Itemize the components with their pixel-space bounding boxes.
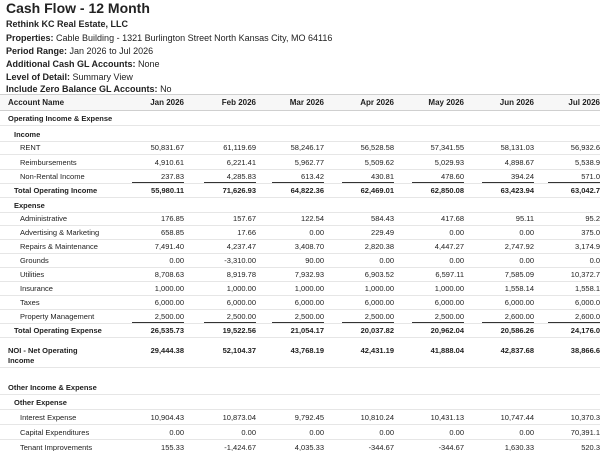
account-name: Taxes <box>20 298 40 307</box>
month-value: 2,600.00 <box>504 312 534 321</box>
month-value: 70,391.1 <box>570 428 600 437</box>
month-value: 520.3 <box>581 443 600 451</box>
month-value: 5,538.9 <box>574 158 600 167</box>
month-value: 4,035.33 <box>294 443 324 451</box>
month-value: 50,831.67 <box>150 143 184 152</box>
account-name: Non-Rental Income <box>20 172 85 181</box>
month-header[interactable]: Apr 2026 <box>360 98 394 107</box>
month-value: 71,626.93 <box>222 186 256 195</box>
month-value: 4,447.27 <box>434 242 464 251</box>
month-value: 6,000.00 <box>294 298 324 307</box>
month-value: 2,500.00 <box>294 312 324 321</box>
month-value: 0.0 <box>589 256 600 265</box>
month-value: 21,054.17 <box>290 326 324 335</box>
month-value: 2,500.00 <box>226 312 256 321</box>
table-row <box>0 140 600 154</box>
month-value: 20,037.82 <box>360 326 394 335</box>
account-name: NOI - Net Operating Income <box>8 346 78 365</box>
month-value: 3,174.9 <box>574 242 600 251</box>
table-row <box>0 225 600 239</box>
table-row <box>0 267 600 281</box>
section-header-row <box>0 127 600 141</box>
account-name: Capital Expenditures <box>20 428 90 437</box>
month-value: 0.00 <box>449 228 464 237</box>
account-name: Other Income & Expense <box>8 383 97 392</box>
month-value: 613.42 <box>301 172 324 181</box>
month-value: 6,597.11 <box>435 270 464 279</box>
month-value: 24,176.0 <box>570 326 600 335</box>
month-value: 658.85 <box>161 228 184 237</box>
account-name: Repairs & Maintenance <box>20 242 98 251</box>
month-value: 478.60 <box>441 172 464 181</box>
month-value: 1,000.00 <box>226 284 256 293</box>
zero-balance-line <box>6 84 172 94</box>
period-value: Jan 2026 to Jul 2026 <box>69 46 154 56</box>
table-row <box>0 253 600 267</box>
month-value: 6,000.00 <box>504 298 534 307</box>
month-value: 10,431.13 <box>430 413 464 422</box>
table-row <box>0 440 600 451</box>
month-value: 430.81 <box>371 172 394 181</box>
month-value: 7,932.93 <box>294 270 324 279</box>
month-value: 1,000.00 <box>294 284 324 293</box>
month-value: 95.2 <box>585 214 600 223</box>
month-value: 6,221.41 <box>226 158 256 167</box>
month-value: 9,792.45 <box>294 413 324 422</box>
account-name: Tenant Improvements <box>20 443 93 451</box>
month-value: 63,423.94 <box>500 186 534 195</box>
month-value: 42,431.19 <box>360 346 394 355</box>
month-value: 394.24 <box>511 172 534 181</box>
account-name: RENT <box>20 143 41 152</box>
account-name: Grounds <box>20 256 49 265</box>
month-value: 19,522.56 <box>222 326 256 335</box>
month-value: 5,029.93 <box>434 158 464 167</box>
month-value: 0.00 <box>309 428 324 437</box>
account-name: Insurance <box>20 284 53 293</box>
month-value: 90.00 <box>305 256 324 265</box>
month-value: 64,822.36 <box>290 186 324 195</box>
month-value: 10,873.04 <box>222 413 256 422</box>
month-value: 58,131.03 <box>500 143 534 152</box>
month-value: 56,528.58 <box>360 143 394 152</box>
month-value: 2,500.00 <box>364 312 394 321</box>
month-value: -344.67 <box>368 443 394 451</box>
company-name: Rethink KC Real Estate, LLC <box>6 19 129 29</box>
gl-line <box>6 59 160 69</box>
month-header[interactable]: May 2026 <box>428 98 464 107</box>
account-name: Other Expense <box>14 398 67 407</box>
month-value: 10,810.24 <box>360 413 394 422</box>
month-value: 52,104.37 <box>222 346 256 355</box>
month-value: 62,850.08 <box>430 186 464 195</box>
account-name: Property Management <box>20 312 95 321</box>
month-value: 3,408.70 <box>294 242 324 251</box>
month-value: 41,888.04 <box>430 346 464 355</box>
detail-value: Summary View <box>72 72 133 82</box>
table-row <box>0 183 600 197</box>
month-value: 10,372.7 <box>570 270 600 279</box>
month-value: 157.67 <box>233 214 256 223</box>
row-divider <box>0 367 600 368</box>
month-value: 5,962.77 <box>294 158 324 167</box>
month-value: -1,424.67 <box>224 443 256 451</box>
month-value: 6,000.00 <box>434 298 464 307</box>
table-row <box>0 309 600 323</box>
table-row <box>0 281 600 295</box>
month-value: 584.43 <box>371 214 394 223</box>
month-value: 61,119.69 <box>223 143 256 152</box>
table-row <box>0 155 600 169</box>
table-row <box>0 323 600 337</box>
month-value: 55,980.11 <box>151 186 184 195</box>
cash-flow-table <box>0 94 600 451</box>
month-header[interactable]: Mar 2026 <box>289 98 324 107</box>
account-name: Total Operating Expense <box>14 326 102 335</box>
table-row <box>0 239 600 253</box>
properties-line <box>6 33 332 43</box>
section-header-row <box>0 395 600 409</box>
month-value: 1,630.33 <box>504 443 534 451</box>
account-name: Reimbursements <box>20 158 77 167</box>
month-value: 43,768.19 <box>290 346 324 355</box>
month-value: 58,246.17 <box>290 143 324 152</box>
row-divider <box>0 337 600 338</box>
month-value: 57,341.55 <box>430 143 464 152</box>
month-value: 20,962.04 <box>430 326 464 335</box>
zero-balance-label: Include Zero Balance GL Accounts: <box>6 84 158 94</box>
month-value: 8,708.63 <box>154 270 184 279</box>
month-header[interactable]: Feb 2026 <box>221 98 256 107</box>
month-value: 0.00 <box>449 256 464 265</box>
month-value: 155.33 <box>161 443 184 451</box>
account-name: Operating Income & Expense <box>8 114 113 123</box>
properties-value: Cable Building - 1321 Burlington Street North Kansas City, MO 64116 <box>56 33 333 43</box>
account-name: Income <box>14 130 41 139</box>
month-value: 17.66 <box>237 228 256 237</box>
account-name-header[interactable]: Account Name <box>8 98 65 107</box>
table-row <box>0 410 600 424</box>
account-name: Total Operating Income <box>14 186 98 195</box>
month-value: 2,820.38 <box>364 242 394 251</box>
month-value: 571.0 <box>581 172 600 181</box>
month-value: -344.67 <box>438 443 464 451</box>
month-value: 29,444.38 <box>150 346 184 355</box>
month-value: 6,903.52 <box>364 270 394 279</box>
month-value: 0.00 <box>169 256 184 265</box>
month-value: 4,285.83 <box>226 172 256 181</box>
month-value: 6,000.00 <box>364 298 394 307</box>
month-value: 1,558.14 <box>504 284 534 293</box>
month-header[interactable]: Jan 2026 <box>150 98 184 107</box>
month-value: 375.0 <box>581 228 600 237</box>
month-value: 2,500.00 <box>154 312 184 321</box>
month-value: 0.00 <box>519 428 534 437</box>
report-title: Cash Flow - 12 Month <box>6 0 150 16</box>
month-value: 4,237.47 <box>226 242 256 251</box>
month-value: 1,000.00 <box>154 284 184 293</box>
month-value: 95.11 <box>515 214 534 223</box>
month-value: 0.00 <box>519 256 534 265</box>
month-value: 5,509.62 <box>364 158 394 167</box>
month-value: 0.00 <box>309 228 324 237</box>
detail-label: Level of Detail: <box>6 72 71 82</box>
month-value: 4,910.61 <box>154 158 184 167</box>
month-value: 20,586.26 <box>500 326 534 335</box>
gl-value: None <box>138 59 160 69</box>
table-row <box>0 211 600 225</box>
month-value: 26,535.73 <box>150 326 184 335</box>
table-row <box>0 295 600 309</box>
properties-label: Properties: <box>6 33 54 43</box>
table-row <box>0 343 600 367</box>
month-value: 10,904.43 <box>150 413 184 422</box>
month-value: -3,310.00 <box>224 256 256 265</box>
zero-balance-value: No <box>160 84 172 94</box>
month-value: 2,500.00 <box>434 312 464 321</box>
month-header[interactable]: Jun 2026 <box>499 98 534 107</box>
section-header-row <box>0 198 600 212</box>
period-line <box>6 46 153 56</box>
month-value: 176.85 <box>161 214 184 223</box>
month-value: 2,600.0 <box>574 312 600 321</box>
account-name: Utilities <box>20 270 45 279</box>
month-value: 63,042.7 <box>570 186 600 195</box>
month-value: 7,585.09 <box>504 270 534 279</box>
month-value: 7,491.40 <box>154 242 184 251</box>
month-value: 122.54 <box>301 214 324 223</box>
month-value: 10,747.44 <box>500 413 534 422</box>
month-value: 8,919.78 <box>226 270 256 279</box>
account-name: Expense <box>14 201 45 210</box>
account-name: Administrative <box>20 214 68 223</box>
month-value: 0.00 <box>241 428 256 437</box>
month-value: 1,000.00 <box>364 284 394 293</box>
month-value: 6,000.0 <box>574 298 600 307</box>
month-value: 0.00 <box>169 428 184 437</box>
period-label: Period Range: <box>6 46 68 56</box>
row-divider <box>0 125 600 126</box>
month-value: 4,898.67 <box>504 158 534 167</box>
month-value: 2,747.92 <box>504 242 534 251</box>
month-value: 1,000.00 <box>434 284 464 293</box>
table-row <box>0 169 600 183</box>
month-value: 0.00 <box>449 428 464 437</box>
month-value: 0.00 <box>379 428 394 437</box>
month-value: 417.68 <box>441 214 464 223</box>
month-value: 1,558.1 <box>574 284 600 293</box>
detail-line <box>6 72 133 82</box>
account-name: Interest Expense <box>20 413 77 422</box>
month-value: 229.49 <box>371 228 394 237</box>
section-header-row <box>0 380 600 394</box>
month-value: 6,000.00 <box>226 298 256 307</box>
month-value: 0.00 <box>379 256 394 265</box>
month-value: 62,469.01 <box>360 186 394 195</box>
account-name: Advertising & Marketing <box>20 228 100 237</box>
month-value: 0.00 <box>519 228 534 237</box>
month-value: 237.83 <box>161 172 184 181</box>
month-value: 42,837.68 <box>500 346 534 355</box>
month-value: 38,866.6 <box>570 346 600 355</box>
gl-label: Additional Cash GL Accounts: <box>6 59 136 69</box>
month-value: 56,932.6 <box>570 143 600 152</box>
section-header-row <box>0 111 600 125</box>
month-value: 10,370.3 <box>570 413 600 422</box>
table-header-row <box>0 94 600 111</box>
month-value: 6,000.00 <box>154 298 184 307</box>
table-row <box>0 425 600 439</box>
month-header[interactable]: Jul 2026 <box>568 98 600 107</box>
